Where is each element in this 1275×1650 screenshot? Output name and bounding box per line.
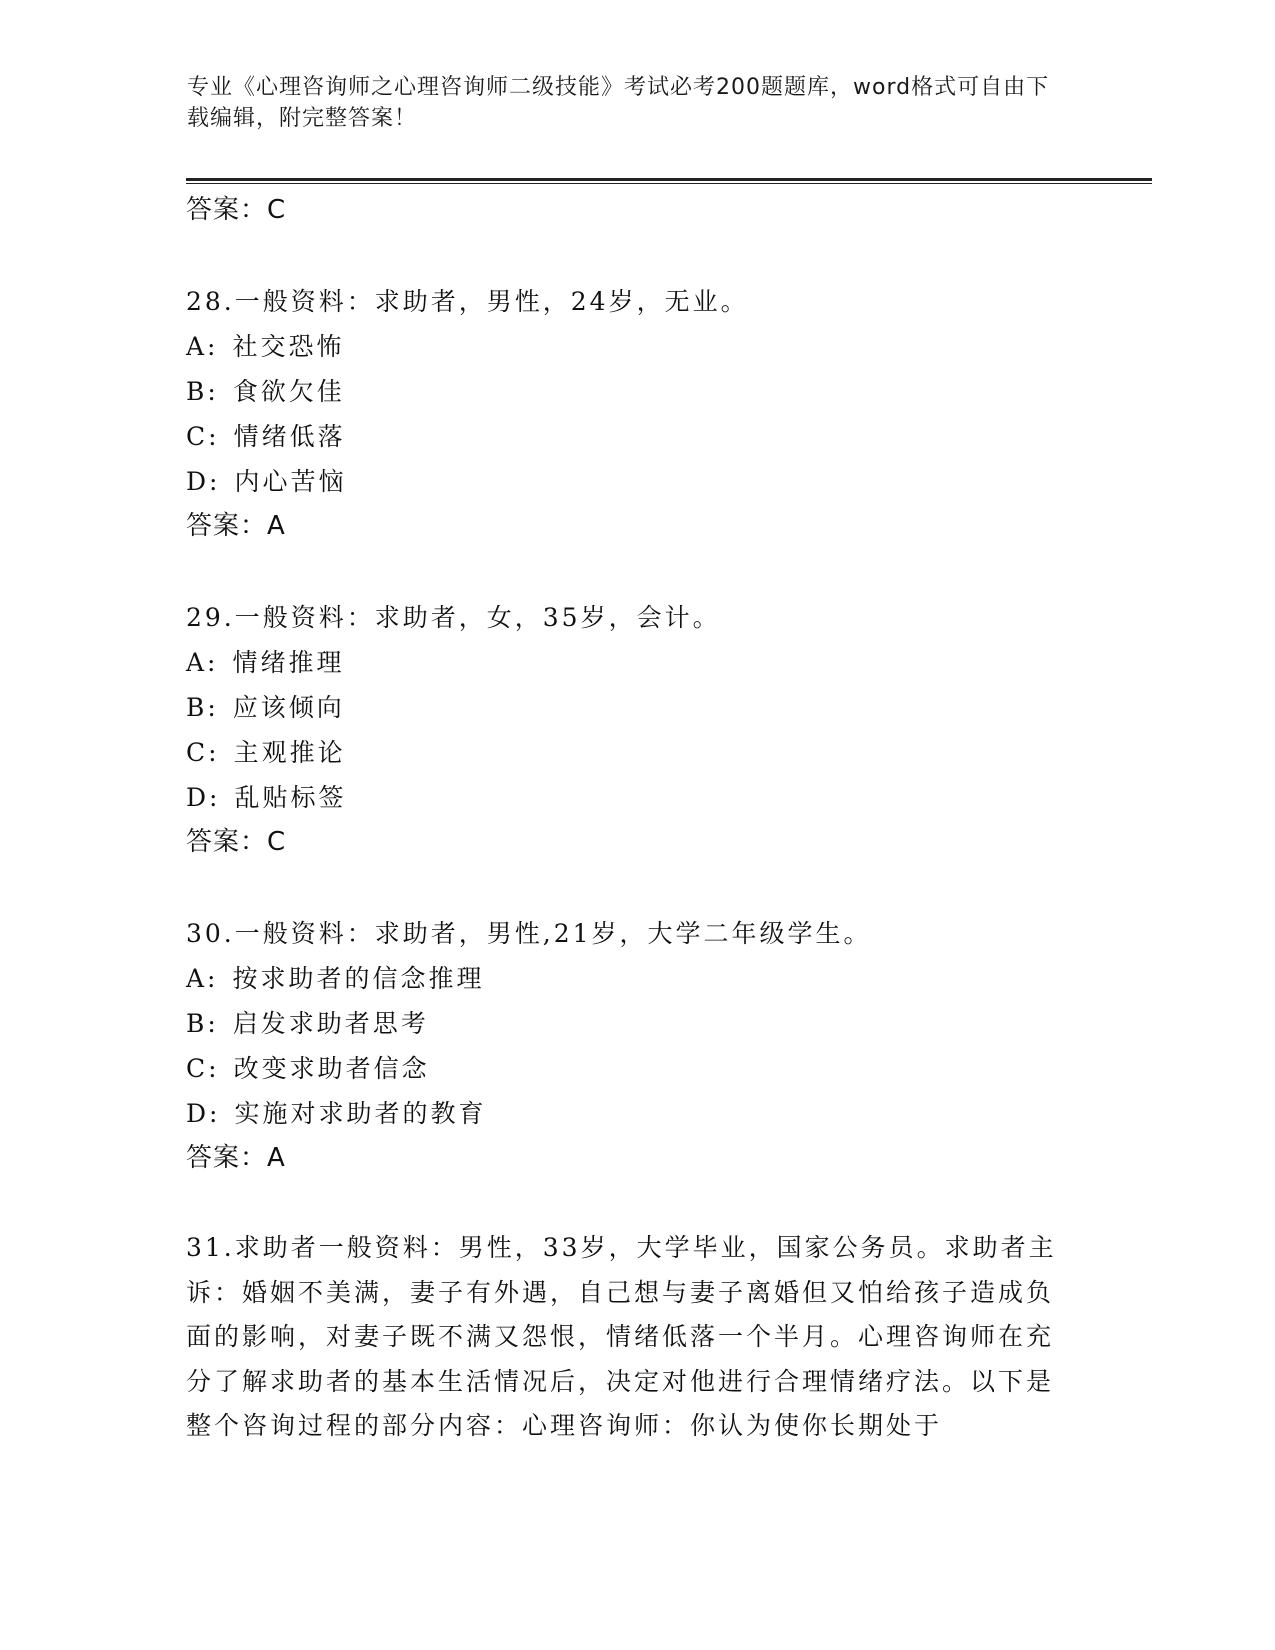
option-text: 食欲欠佳 — [232, 377, 345, 406]
answer-line: 答案：A — [186, 511, 286, 541]
option-d — [186, 459, 1086, 504]
option-text: 应该倾向 — [232, 693, 345, 722]
option-label: C: — [186, 422, 220, 451]
option-b — [186, 685, 1086, 730]
spacer — [186, 865, 1086, 911]
option-label: B: — [186, 377, 219, 406]
option-c — [186, 730, 1086, 775]
option-text: 乱贴标签 — [234, 783, 347, 812]
header-divider — [186, 178, 1152, 181]
option-text: 主观推论 — [233, 738, 346, 767]
option-text: 社交恐怖 — [232, 332, 345, 361]
header-divider-thin — [186, 183, 1152, 184]
option-label: C: — [186, 1054, 220, 1083]
question-stem: 28.一般资料：求助者，男性，24岁，无业。 — [186, 287, 749, 316]
option-text: 情绪低落 — [233, 422, 346, 451]
question-list — [186, 188, 1086, 1449]
option-label: D: — [186, 783, 221, 812]
option-label: B: — [186, 1009, 219, 1038]
option-a — [186, 640, 1086, 685]
option-label: A: — [186, 332, 219, 361]
spacer — [186, 549, 1086, 595]
document-header: 专业《心理咨询师之心理咨询师二级技能》考试必考200题题库，word格式可自由下载编辑，附完整答案！ — [187, 75, 1050, 131]
option-a — [186, 324, 1086, 369]
option-b — [186, 369, 1086, 414]
question-stem: 30.一般资料：求助者，男性,21岁，大学二年级学生。 — [186, 919, 872, 948]
option-label: B: — [186, 693, 219, 722]
option-d — [186, 1091, 1086, 1136]
option-d — [186, 775, 1086, 820]
option-text: 启发求助者思考 — [232, 1009, 429, 1038]
answer-line: 答案：A — [186, 1143, 286, 1173]
answer-line: 答案：C — [186, 195, 287, 225]
question-stem: 29.一般资料：求助者，女，35岁，会计。 — [186, 603, 721, 632]
option-label: D: — [186, 467, 221, 496]
spacer — [186, 1181, 1086, 1227]
spacer — [186, 233, 1086, 279]
question-paragraph: 31.求助者一般资料：男性，33岁，大学毕业，国家公务员。求助者主诉：婚姻不美满，妻子有外遇，自己想与妻子离婚但又怕给孩子造成负面的影响，对妻子既不满又怨恨，情绪低落一个半月。心理咨询师在充分了解求助者的基本生活情况后，决定对他进行合理情绪疗法。以下是整个咨询过程的部分内容：心理咨询师：你认为使你长期处于 — [186, 1233, 1057, 1440]
option-b — [186, 1001, 1086, 1046]
option-text: 改变求助者信念 — [233, 1054, 430, 1083]
option-c — [186, 1046, 1086, 1091]
option-label: A: — [186, 964, 219, 993]
option-text: 情绪推理 — [232, 648, 345, 677]
option-label: A: — [186, 648, 219, 677]
option-text: 内心苦恼 — [234, 467, 347, 496]
answer-line: 答案：C — [186, 827, 287, 857]
option-c — [186, 414, 1086, 459]
option-text: 实施对求助者的教育 — [234, 1099, 487, 1128]
option-text: 按求助者的信念推理 — [232, 964, 485, 993]
option-a — [186, 956, 1086, 1001]
option-label: D: — [186, 1099, 221, 1128]
option-label: C: — [186, 738, 220, 767]
